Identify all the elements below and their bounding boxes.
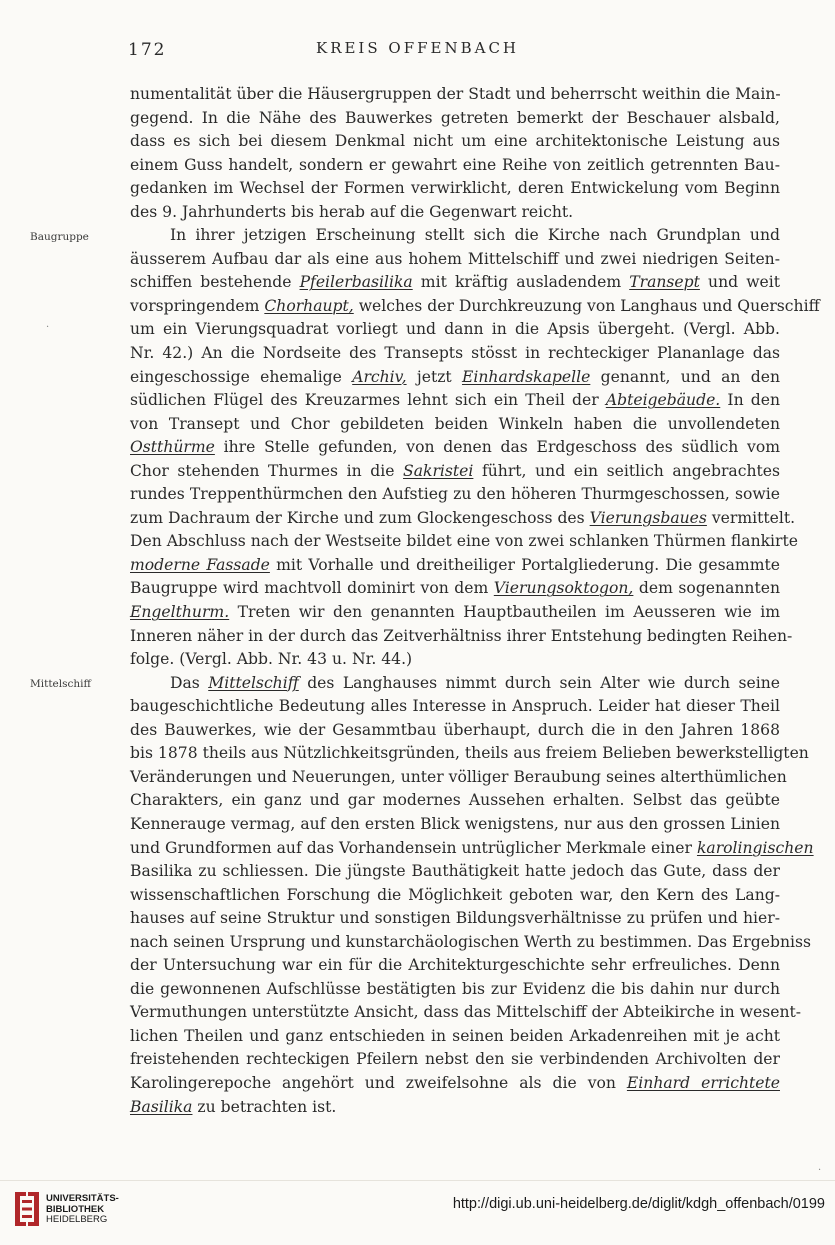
emphasized-term: Chorhaupt, [264,296,354,315]
text-line [130,931,811,955]
text-run: der Untersuchung war ein für die Architekturgeschichte sehr erfreuliches. Denn [130,956,780,975]
text-line [130,1096,780,1120]
text-line [130,177,780,201]
text-run: Veränderungen und Neuerungen, unter völliger Beraubung seines alterthümlichen [130,767,787,786]
text-line [130,789,780,813]
emphasized-term: Vierungsoktogon, [493,579,634,598]
text-line [130,318,780,342]
text-run: welches der Durchkreuzung von Langhaus und Querschiff [353,296,820,315]
text-line [130,742,809,766]
emphasized-term: Vierungsbaues [589,508,707,527]
text-line [130,1001,802,1025]
page-number: 172 [128,40,167,60]
emphasized-term: Archiv, [352,367,407,386]
text-run: südlichen Flügel des Kreuzarmes lehnt sich ein Theil der [130,391,606,410]
text-run: mit Vorhalle und dreitheiliger Portalgliederung. Die gesammte [269,555,780,574]
text-line [130,130,780,154]
text-line [130,342,780,366]
text-line [130,601,780,625]
text-line [130,83,780,107]
text-run: Inneren näher in der durch das Zeitverhältniss ihrer Entstehung bedingten Reihen- [130,626,793,645]
emphasized-term: Engelthurm. [130,603,230,622]
text-run: Den Abschluss nach der Westseite bildet eine von zwei schlanken Thürmen flankirte [130,532,798,551]
text-run: des 9. Jahrhunderts bis herab auf die Gegenwart reicht. [130,202,574,221]
text-line [130,295,820,319]
text-run: mit kräftig ausladendem [412,273,630,292]
text-run: vermittelt. [706,508,796,527]
text-run: um ein Vierungsquadrat vorliegt und dann in die Apsis übergeht. (Vergl. Abb. [130,320,780,339]
text-run: eingeschossige ehemalige [130,367,353,386]
text-run: zu betrachten ist. [192,1097,337,1116]
text-run: einem Guss handelt, sondern er gewahrt eine Reihe von zeitlich getrennten Bau- [130,155,780,174]
footer-divider [0,1180,835,1181]
scan-speck: · [46,322,50,333]
text-run: und weit [699,273,781,292]
text-line [130,884,780,908]
text-run: nach seinen Ursprung und kunstarchäologischen Werth zu bestimmen. Das Ergebniss [130,932,811,951]
text-line [130,907,780,931]
text-run: bis 1878 theils aus Nützlichkeitsgründen, theils aus freiem Belieben bewerkstelligten [130,744,809,763]
text-line [130,271,780,295]
text-line [130,1072,780,1096]
emphasized-term: Einhard errichtete [626,1073,780,1092]
library-logo[interactable] [12,1189,132,1229]
emphasized-term: Ostthürme [130,438,215,457]
text-line [130,860,780,884]
emphasized-term: moderne Fassade [130,555,270,574]
text-run: des Bauwerkes, wie der Gesammtbau überhaupt, durch die in den Jahren 1868 [130,720,780,739]
text-line [130,1048,780,1072]
text-run: Nr. 42.) An die Nordseite des Transepts stösst in rechteckiger Plananlage das [130,344,780,363]
text-run: schiffen bestehende [130,273,300,292]
text-run: gedanken im Wechsel der Formen verwirklicht, deren Entwickelung vom Beginn [130,179,780,198]
text-run: wissenschaftlichen Forschung die Möglichkeit geboten war, den Kern des Lang- [130,885,780,904]
logo-line-3: HEIDELBERG [46,1214,108,1225]
text-line [130,413,780,437]
text-run: lichen Theilen und ganz entschieden in seinen beiden Arkadenreihen mit je acht [130,1026,780,1045]
text-run: zum Dachraum der Kirche und zum Glockengeschoss des [130,508,590,527]
text-run: ihre Stelle gefunden, von denen das Erdgeschoss des südlich vom [214,438,780,457]
text-run: Charakters, ein ganz und gar modernes Aussehen erhalten. Selbst das geübte [130,791,780,810]
text-run: rundes Treppenthürmchen den Aufstieg zu den höheren Thurmgeschossen, sowie [130,485,780,504]
emphasized-term: Mittelschiff [208,673,299,692]
text-line [130,978,780,1002]
text-line [130,554,780,578]
source-url-link[interactable]: http://digi.ub.uni-heidelberg.de/diglit/kdgh_offenbach/0199 [452,1196,825,1212]
text-line [130,530,798,554]
text-run: hauses auf seine Struktur und sonstigen Bildungsverhältnisse zu prüfen und hier- [130,909,780,928]
text-run: dass es sich bei diesem Denkmal nicht um eine architektonische Leistung aus [130,132,780,151]
margin-note-mittelschiff: Mittelschiff [30,678,91,690]
body-text [130,83,820,1119]
emphasized-term: Abteigebäude. [605,391,721,410]
text-run: dem sogenannten [633,579,780,598]
text-line [130,224,780,248]
text-run: vorspringendem [130,296,265,315]
text-run: folge. (Vergl. Abb. Nr. 43 u. Nr. 44.) [130,650,413,669]
text-line [130,577,780,601]
text-run: Basilika zu schliessen. Die jüngste Bauthätigkeit hatte jedoch das Gute, dass der [130,862,780,881]
text-line [130,483,780,507]
text-line [130,201,780,225]
text-run: führt, und ein seitlich angebrachtes [473,461,780,480]
text-run: die gewonnenen Aufschlüsse bestätigten bis zur Evidenz die bis dahin nur durch [130,979,780,998]
scan-speck: · [818,1165,822,1176]
text-line [130,672,780,696]
text-line [130,1025,780,1049]
text-run: Chor stehenden Thurmes in die [130,461,404,480]
text-line [130,719,780,743]
text-run: Treten wir den genannten Hauptbautheilen im Aeusseren wie im [229,603,780,622]
text-line [130,154,780,178]
emphasized-term: karolingischen [696,838,814,857]
text-run: Vermuthungen unterstützte Ansicht, dass das Mittelschiff der Abteikirche in wesent- [130,1003,802,1022]
text-line [130,248,780,272]
text-run: gegend. In die Nähe des Bauwerkes getreten bemerkt der Beschauer alsbald, [130,108,780,127]
text-run: genannt, und an den [590,367,780,386]
text-run: Baugruppe wird machtvoll dominirt von dem [130,579,494,598]
text-line [130,107,780,131]
text-run: In ihrer jetzigen Erscheinung stellt sich die Kirche nach Grundplan und [170,226,780,245]
text-line [130,695,780,719]
text-line [130,436,780,460]
text-line [130,837,814,861]
text-run: In den [720,391,780,410]
library-logo-text [46,1194,119,1226]
emphasized-term: Sakristei [403,461,474,480]
text-line [130,389,780,413]
text-run: jetzt [406,367,462,386]
library-logo-icon [12,1189,42,1229]
logo-line-1: UNIVERSITÄTS- [46,1193,119,1204]
text-run: Kennerauge vermag, auf den ersten Blick wenigstens, nur aus den grossen Linien [130,814,780,833]
text-line [130,460,780,484]
text-line [130,766,787,790]
text-run: baugeschichtliche Bedeutung alles Interesse in Anspruch. Leider hat dieser Theil [130,697,780,716]
text-run: und Grundformen auf das Vorhandensein untrüglicher Merkmale einer [130,838,697,857]
text-run: freistehenden rechteckigen Pfeilern nebst den sie verbindenden Archivolten der [130,1050,780,1069]
margin-note-baugruppe: Baugruppe [30,231,89,243]
text-line [130,648,780,672]
text-line [130,507,796,531]
text-run: numentalität über die Häusergruppen der Stadt und beherrscht weithin die Main- [130,85,781,103]
text-line [130,625,793,649]
text-run: von Transept und Chor gebildeten beiden Winkeln haben die unvollendeten [130,414,780,433]
emphasized-term: Transept [629,273,700,292]
emphasized-term: Basilika [130,1097,193,1116]
emphasized-term: Pfeilerbasilika [299,273,413,292]
emphasized-term: Einhardskapelle [461,367,591,386]
text-run: Karolingerepoche angehört und zweifelsohne als die von [130,1073,627,1092]
text-run: des Langhauses nimmt durch sein Alter wie durch seine [298,673,780,692]
running-title: KREIS OFFENBACH [315,39,520,57]
text-run: Das [170,673,209,692]
text-line [130,366,780,390]
text-run: äusserem Aufbau dar als eine aus hohem Mittelschiff und zwei niedrigen Seiten- [130,249,780,268]
logo-line-2: BIBLIOTHEK [46,1203,105,1215]
text-line [130,954,780,978]
text-line [130,813,780,837]
